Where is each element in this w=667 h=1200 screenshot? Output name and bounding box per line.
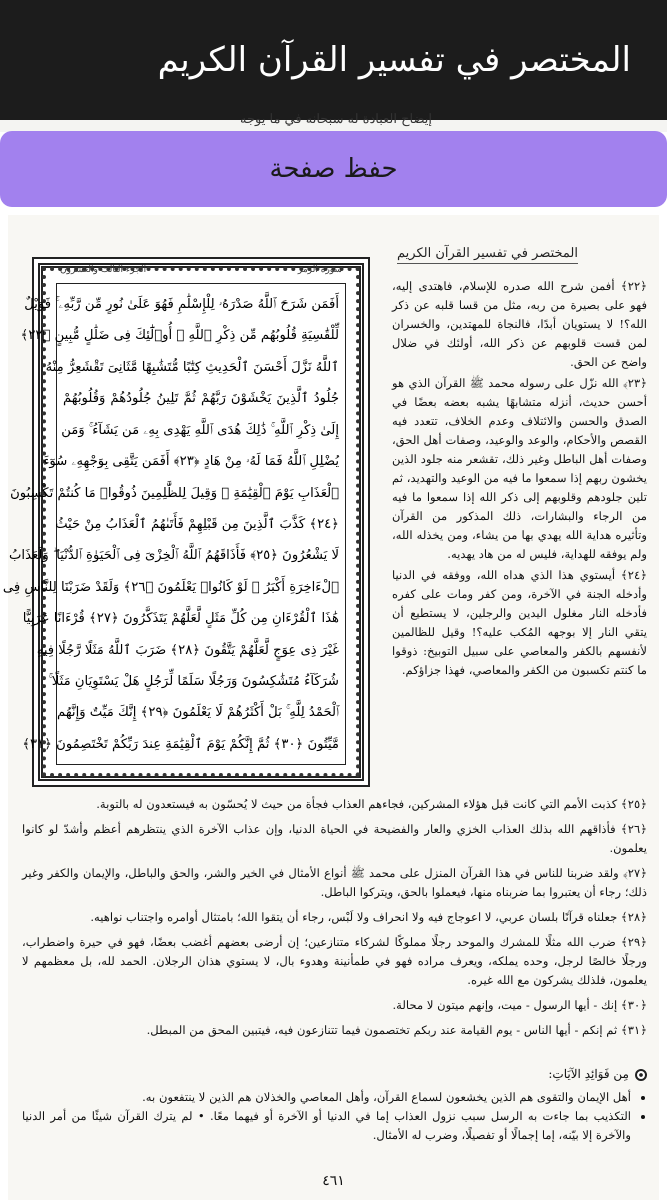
quran-line: لِّلْقَٰسِيَةِ قُلُوبُهُم مِّن ذِكْرِ ٱللَّهِ ۚ أُو۟لَٰٓئِكَ فِى ضَلَٰلٍ مُّبِينٍ ﴿٢٢﴾ bbox=[20, 328, 339, 344]
quran-line: هَٰذَا ٱلْقُرْءَانِ مِن كُلِّ مَثَلٍ لَّعَلَّهُمْ يَتَذَكَّرُونَ ﴿٢٧﴾ قُرْءَانًا عَرَبِيًّا bbox=[22, 611, 339, 627]
benefit-item: • أهل الإيمان والتقوى هم الذين يخشعون لسماع القرآن، وأهل المعاصي والخذلان هم الذين لا ينتفعون به. bbox=[22, 1088, 631, 1107]
tafsir-paragraph: ﴿٢٧﴾ ولقد ضربنا للناس في هذا القرآن المنزل على محمد ﷺ أنواع الأمثال في الخير والشر، والحق والباطل، والإيمان والكفر وغير ذلك؛ رجاء أن يعتبروا بما ضربناه منها، فيعملوا بالحق، ويتركوا الباطل. bbox=[22, 866, 647, 899]
tafsir-paragraph: ﴿٢٩﴾ ضرب الله مثلًا للمشرك والموحد رجلًا مملوكًا لشركاء متنازعين؛ إن أرضى بعضهم أغضب بعضًا، فهو في حيرة واضطراب، ورجلًا خالصًا لرجل، وحده يملكه، ويعرف مراده فهو في طمأنينة وهدوء بال، لا يستوي هذان الرجلان. الحمد لله، بل معظمهم لا يعلمون، فلذلك يشركون مع الله غيره. bbox=[22, 935, 647, 987]
quran-line: يُضْلِلِ ٱللَّهُ فَمَا لَهُۥ مِنْ هَادٍ ﴿٢٣﴾ أَفَمَن يَتَّقِى بِوَجْهِهِۦ سُوٓءَ bbox=[43, 454, 339, 470]
surah-label: سورة الزمر bbox=[297, 265, 342, 275]
mushaf-lines bbox=[2, 292, 339, 758]
tafsir-paragraph: ﴿٢٤﴾ أيستوي هذا الذي هداه الله، ووفقه في الدنيا وأدخله الجنة في الآخرة، ومن كفر ومات على كفره فأدخله النار مغلول اليدين والرجلين، لا يستطيع أن يتقي النار إلا بوجهه المُكب عليه؟! وقيل للظالمين لأنفسهم بالكفر والمعاصي على سبيل التوبيخ: ذوقوا ما كنتم تكسبون من الكفر والمعاصي، فهذا جزاؤكم. bbox=[392, 568, 647, 677]
tafsir-paragraph: ﴿٣٠﴾ إنك - أيها الرسول - ميت، وإنهم ميتون لا محالة. bbox=[392, 998, 647, 1012]
quran-line: ٱلْعَذَابِ يَوْمَ ٱلْقِيَٰمَةِ ۚ وَقِيلَ لِلظَّٰلِمِينَ ذُوقُوا۟ مَا كُنتُمْ تَكْسِبُونَ bbox=[10, 485, 339, 501]
tafsir-paragraph: ﴿٢٨﴾ جعلناه قرآنًا بلسان عربي، لا اعوجاج فيه ولا انحراف ولا لَبْس، رجاء أن يتقوا الله؛ بامتثال أوامره واجتناب نواهيه. bbox=[90, 910, 647, 924]
tafsir-full-width bbox=[22, 795, 647, 1046]
benefits-section bbox=[22, 1065, 647, 1145]
tafsir-column bbox=[392, 277, 647, 682]
tafsir-paragraph: ﴿٣١﴾ ثم إنكم - أيها الناس - يوم القيامة عند ربكم تختصمون فيما تتنازعون فيه، فيتبين المحق من المبطل. bbox=[146, 1023, 647, 1037]
tafsir-paragraph: ﴿٢٢﴾ أفمن شرح الله صدره للإسلام، فاهتدى إليه، فهو على بصيرة من ربه، مثل من قسا قلبه عن ذكر الله؟! لا يستويان أبدًا، فالنجاة للمهتدين، والخسران لمن قست قلوبهم عن ذكر الله، أولئك في ضلال واضح عن الحق. bbox=[392, 279, 647, 369]
quran-line: مَّيِّتُونَ ﴿٣٠﴾ ثُمَّ إِنَّكُمْ يَوْمَ ٱلْقِيَٰمَةِ عِندَ رَبِّكُمْ تَخْتَصِمُونَ ﴿٣١﴾ bbox=[22, 736, 339, 752]
page-number-value: ٤٦١ bbox=[322, 1173, 345, 1189]
juz-label: الجزء الثالث والعشرون bbox=[60, 265, 147, 275]
quran-line: شُرَكَآءُ مُتَشَٰكِسُونَ وَرَجُلًا سَلَمًا لِّرَجُلٍ هَلْ يَسْتَوِيَانِ مَثَلًا ۚ bbox=[48, 674, 339, 690]
quran-line: جُلُودُ ٱلَّذِينَ يَخْشَوْنَ رَبَّهُمْ ثُمَّ تَلِينُ جُلُودُهُمْ وَقُلُوبُهُمْ bbox=[63, 391, 339, 407]
quran-line: ﴿٢٤﴾ كَذَّبَ ٱلَّذِينَ مِن قَبْلِهِمْ فَأَتَىٰهُمُ ٱلْعَذَابُ مِنْ حَيْثُ bbox=[55, 516, 339, 532]
quran-line: غَيْرَ ذِى عِوَجٍ لَّعَلَّهُمْ يَتَّقُونَ ﴿٢٨﴾ ضَرَبَ ٱللَّهُ مَثَلًا رَّجُلًا فِيهِ bbox=[36, 642, 339, 658]
page-header-title: المختصر في تفسير القرآن الكريم bbox=[397, 246, 578, 264]
book-page[interactable] bbox=[2, 215, 659, 1200]
previous-page-text: إيضاح العبادة له سبحانه في ما يوجه bbox=[240, 112, 432, 127]
page-header bbox=[397, 235, 637, 275]
mushaf-text-area bbox=[2, 283, 346, 765]
app-bar bbox=[0, 0, 667, 120]
tafsir-paragraph: ﴿٢٣﴾ الله نزّل على رسوله محمد ﷺ القرآن الذي هو أحسن حديث، أنزله متشابهًا يشبه بعضه بعضًا في الصدق والحسن والائتلاف وعدم الخلاف، تتعدد فيه القصص والأحكام، والوعد والوعيد، وصفات أهل الحق، وصفات أهل الباطل وغير ذلك، تقشعر منه جلود الذين يخشون ربهم إذا سمعوا ما فيه من الوعيد والتهديد، ثم تلين جلودهم وقلوبهم إلى ذكر الله إذا سمعوا ما فيه من الرجاء والبشارات، ذلك المذكور من القرآن وتأثيره هداية الله يهدي بها من يشاء، ومن يخذله الله، ولم يوفقه للهداية، فليس له من هاد يهديه. bbox=[392, 376, 647, 561]
quran-line: إِلَىٰ ذِكْرِ ٱللَّهِ ۚ ذَٰلِكَ هُدَى ٱللَّهِ يَهْدِى بِهِۦ مَن يَشَآءُ ۚ وَمَن bbox=[61, 422, 339, 438]
mushaf-frame bbox=[2, 257, 370, 787]
ornament-icon bbox=[635, 1069, 647, 1081]
benefits-title: مِن فَوَائِدِ الآيَاتِ: bbox=[548, 1067, 629, 1081]
benefit-item: • التكذيب بما جاءت به الرسل سبب نزول العذاب إما في الدنيا أو الآخرة أو فيهما معًا. • لم يترك القرآن شيئًا من أمر الدنيا والآخرة إلا بيّنه، إما إجمالًا أو تفصيلًا، وضرب له الأمثال. bbox=[22, 1107, 631, 1145]
quran-line: أَفَمَن شَرَحَ ٱللَّهُ صَدْرَهُۥ لِلْإِسْلَٰمِ فَهُوَ عَلَىٰ نُورٍ مِّن رَّبِّهِۦ ۚ فَوَيْلٌ bbox=[24, 297, 339, 312]
save-page-button[interactable]: حفظ صفحة bbox=[0, 131, 667, 207]
quran-line: ٱللَّهُ نَزَّلَ أَحْسَنَ ٱلْحَدِيثِ كِتَٰبًا مُّتَشَٰبِهًا مَّثَانِىَ تَقْشَعِرُّ مِنْهُ bbox=[45, 359, 339, 375]
quran-line: ٱلْحَمْدُ لِلَّهِ ۚ بَلْ أَكْثَرُهُمْ لَا يَعْلَمُونَ ﴿٢٩﴾ إِنَّكَ مَيِّتٌ وَإِنَّهُم bbox=[57, 705, 339, 721]
quran-line: لَا يَشْعُرُونَ ﴿٢٥﴾ فَأَذَاقَهُمُ ٱللَّهُ ٱلْخِزْىَ فِى ٱلْحَيَوٰةِ ٱلدُّنْيَا ۖ وَلَعَذَابُ bbox=[9, 548, 339, 564]
mushaf-labels bbox=[34, 265, 368, 283]
page-number bbox=[8, 1173, 659, 1189]
tafsir-paragraph: ﴿٢٦﴾ فأذاقهم الله بذلك العذاب الخزي والعار والفضيحة في الحياة الدنيا، وإن عذاب الآخرة الذي ينتظرهم أعظم وأشدّ لو كانوا يعلمون. bbox=[22, 822, 647, 855]
benefits-heading bbox=[22, 1065, 647, 1084]
quran-line: ٱلْءَاخِرَةِ أَكْبَرُ ۚ لَوْ كَانُوا۟ يَعْلَمُونَ ﴿٢٦﴾ وَلَقَدْ ضَرَبْنَا لِلنَّاسِ فِى bbox=[2, 579, 339, 595]
app-title: المختصر في تفسير القرآن الكريم bbox=[157, 40, 631, 80]
tafsir-paragraph: ﴿٢٥﴾ كذبت الأمم التي كانت قبل هؤلاء المشركين، فجاءهم العذاب فجأة من حيث لا يُحسّون به فيستعدون له بالتوبة. bbox=[96, 797, 647, 811]
benefits-list bbox=[22, 1088, 647, 1145]
